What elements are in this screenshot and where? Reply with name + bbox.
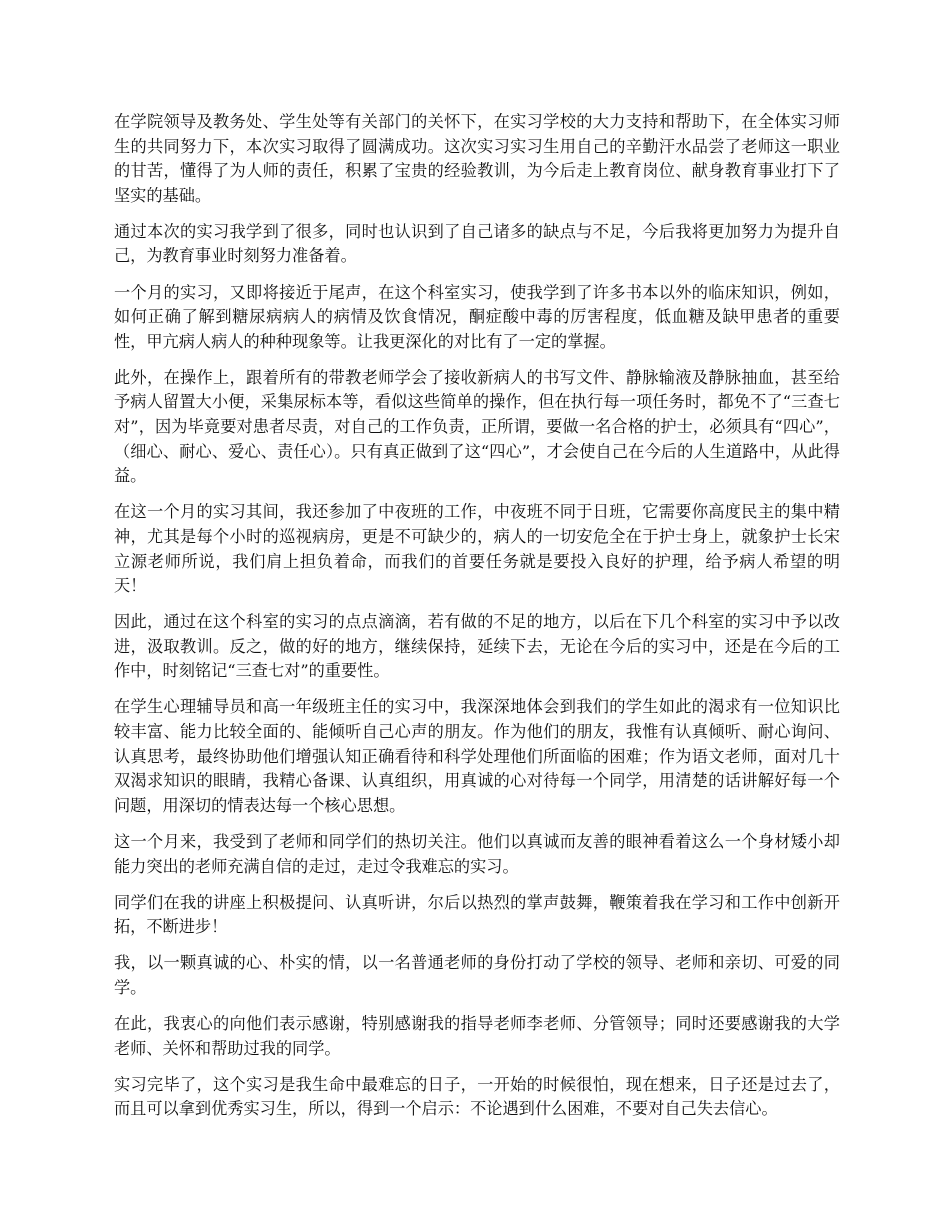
paragraph: 在学生心理辅导员和高一年级班主任的实习中，我深深地体会到我们的学生如此的渴求有一位知识比较丰富、能力比较全面的、能倾听自己心声的朋友。作为他们的朋友，我惟有认真倾听、耐心询问、认真思考，最终协助他们增强认知正确看待和科学处理他们所面临的困难；作为语文老师，面对几十双渴求知识的眼睛，我精心备课、认真组织，用真诚的心对待每一个同学，用清楚的话讲解好每一个问题，用深切的情表达每一个核心思想。 <box>114 697 840 815</box>
paragraph: 在学院领导及教务处、学生处等有关部门的关怀下，在实习学校的大力支持和帮助下，在全体实习师生的共同努力下，本次实习取得了圆满成功。这次实习实习生用自己的辛勤汗水品尝了老师这一职业的甘苦，懂得了为人师的责任，积累了宝贵的经验教训，为今后走上教育岗位、献身教育事业打下了坚实的基础。 <box>114 112 840 205</box>
document-body <box>114 110 840 1133</box>
paragraph: 在这一个月的实习其间，我还参加了中夜班的工作，中夜班不同于日班，它需要你高度民主的集中精神，尤其是每个小时的巡视病房，更是不可缺少的，病人的一切安危全在于护士身上，就象护士长宋立源老师所说，我们肩上担负着命，而我们的首要任务就是要投入良好的护理，给予病人希望的明天！ <box>114 502 840 596</box>
paragraph: 一个月的实习，又即将接近于尾声，在这个科室实习，使我学到了许多书本以外的临床知识，例如，如何正确了解到糖尿病病人的病情及饮食情况，酮症酸中毒的厉害程度，低血糖及缺甲患者的重要性，甲亢病人病人的种种现象等。让我更深化的对比有了一定的掌握。 <box>114 282 840 351</box>
paragraph: 此外，在操作上，跟着所有的带教老师学会了接收新病人的书写文件、静脉输液及静脉抽血，甚至给予病人留置大小便，采集尿标本等，看似这些简单的操作，但在执行每一项任务时，都免不了“三查七对”，因为毕竟要对患者尽责，对自己的工作负责，正所谓，要做一名合格的护士，必须具有“四心”，（细心、耐心、爱心、责任心）。只有真正做到了这“四心”，才会使自己在今后的人生道路中，从此得益。 <box>114 367 840 486</box>
paragraph: 我，以一颗真诚的心、朴实的情，以一名普通老师的身份打动了学校的领导、老师和亲切、可爱的同学。 <box>114 953 840 997</box>
paragraph: 这一个月来，我受到了老师和同学们的热切关注。他们以真诚而友善的眼神看着这么一个身材矮小却能力突出的老师充满自信的走过，走过令我难忘的实习。 <box>114 831 840 876</box>
paragraph: 实习完毕了，这个实习是我生命中最难忘的日子，一开始的时候很怕，现在想来，日子还是过去了，而且可以拿到优秀实习生，所以，得到一个启示：不论遇到什么困难，不要对自己失去信心。 <box>114 1074 840 1119</box>
paragraph: 通过本次的实习我学到了很多，同时也认识到了自己诸多的缺点与不足，今后我将更加努力为提升自己，为教育事业时刻努力准备着。 <box>114 221 840 266</box>
paragraph: 同学们在我的讲座上积极提问、认真听讲，尔后以热烈的掌声鼓舞，鞭策着我在学习和工作中创新开拓，不断进步！ <box>114 892 840 937</box>
paragraph: 在此，我衷心的向他们表示感谢，特别感谢我的指导老师李老师、分管领导；同时还要感谢我的大学老师、关怀和帮助过我的同学。 <box>114 1014 840 1058</box>
paragraph: 因此，通过在这个科室的实习的点点滴滴，若有做的不足的地方，以后在下几个科室的实习中予以改进，汲取教训。反之，做的好的地方，继续保持，延续下去，无论在今后的实习中，还是在今后的工作中，时刻铭记“三查七对”的重要性。 <box>114 612 840 681</box>
